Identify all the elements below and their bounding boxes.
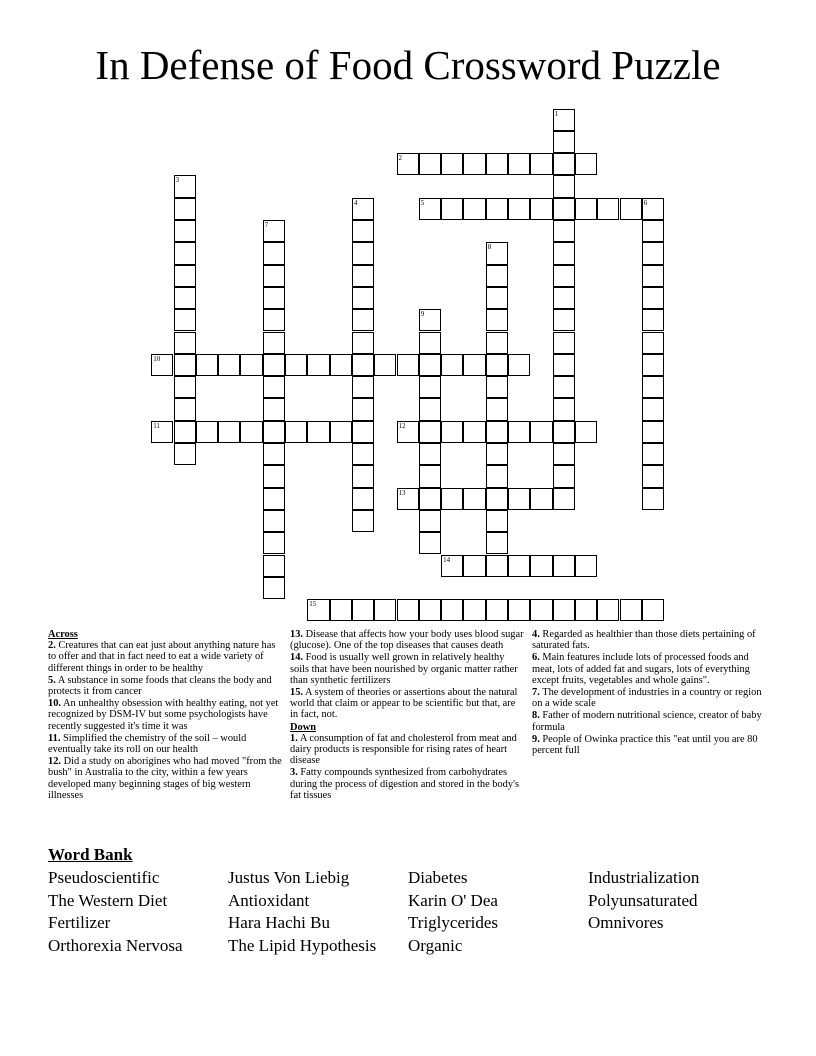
grid-cell[interactable] [553, 287, 575, 309]
grid-cell[interactable] [419, 198, 441, 220]
grid-cell[interactable] [397, 354, 419, 376]
grid-cell[interactable] [218, 421, 240, 443]
grid-cell[interactable] [196, 354, 218, 376]
grid-cell-number: 1 [554, 109, 559, 118]
grid-cell[interactable] [642, 488, 664, 510]
grid-cell[interactable] [642, 265, 664, 287]
grid-cell[interactable] [174, 332, 196, 354]
grid-cell[interactable] [553, 421, 575, 443]
grid-cell[interactable] [419, 309, 441, 331]
grid-cell[interactable] [419, 332, 441, 354]
grid-cell[interactable] [553, 309, 575, 331]
grid-cell[interactable] [263, 242, 285, 264]
grid-cell[interactable] [307, 421, 329, 443]
grid-cell[interactable] [352, 198, 374, 220]
grid-cell[interactable] [508, 555, 530, 577]
grid-cell-number: 4 [353, 198, 358, 207]
clue-across-10: 10. An unhealthy obsession with healthy eating, not yet recognized by DSM-IV but some psychologists have recently suggested it's time it was [48, 698, 279, 732]
clue-across-13: 13. Disease that affects how your body uses blood sugar (glucose). One of the top diseases that causes death [290, 629, 524, 652]
grid-cell[interactable] [263, 421, 285, 443]
grid-cell[interactable] [486, 465, 508, 487]
grid-cell[interactable] [553, 265, 575, 287]
word-bank-item: Organic [408, 935, 463, 955]
grid-cell[interactable] [463, 599, 485, 621]
grid-cell[interactable] [174, 398, 196, 420]
grid-cell[interactable] [486, 242, 508, 264]
word-bank-item: Hara Hachi Bu [228, 913, 330, 933]
grid-cell[interactable] [151, 354, 173, 376]
grid-cell[interactable] [352, 398, 374, 420]
grid-cell[interactable] [419, 488, 441, 510]
grid-cell[interactable] [419, 443, 441, 465]
grid-cell[interactable] [419, 376, 441, 398]
word-bank-item: Justus Von Liebig [228, 868, 350, 887]
word-bank-item: Antioxidant [228, 890, 310, 910]
grid-cell[interactable] [486, 287, 508, 309]
clue-down-9: 9. People of Owinka practice this "eat until you are 80 percent full [532, 733, 758, 757]
grid-cell[interactable] [419, 510, 441, 532]
grid-cell[interactable] [174, 309, 196, 331]
grid-cell-number: 6 [643, 198, 648, 207]
grid-cell[interactable] [240, 421, 262, 443]
grid-cell[interactable] [642, 242, 664, 264]
grid-cell-number: 15 [309, 600, 317, 609]
word-bank-item: Omnivores [588, 913, 664, 933]
grid-cell-number: 3 [175, 176, 179, 185]
word-bank-item: Orthorexia Nervosa [48, 935, 183, 955]
word-bank-item: Karin O' Dea [408, 890, 498, 910]
grid-cell[interactable] [374, 599, 396, 621]
grid-cell[interactable] [174, 354, 196, 376]
grid-cell[interactable] [352, 354, 374, 376]
word-bank-item: Polyunsaturated [588, 890, 698, 910]
grid-cell[interactable] [642, 332, 664, 354]
grid-cell[interactable] [419, 599, 441, 621]
grid-cell[interactable] [508, 153, 530, 175]
grid-cell[interactable] [463, 488, 485, 510]
page-title: In Defense of Food Crossword Puzzle [95, 42, 721, 88]
grid-cell[interactable] [486, 309, 508, 331]
grid-cell[interactable] [441, 153, 463, 175]
grid-cell[interactable] [263, 532, 285, 554]
grid-cell[interactable] [263, 265, 285, 287]
grid-cell[interactable] [174, 175, 196, 197]
down-heading: Down [290, 721, 316, 733]
grid-cell[interactable] [174, 242, 196, 264]
grid-cell[interactable] [463, 153, 485, 175]
grid-cell[interactable] [263, 332, 285, 354]
grid-cell-number: 12 [398, 421, 406, 430]
grid-cell[interactable] [553, 354, 575, 376]
grid-cell[interactable] [486, 332, 508, 354]
grid-cell-number: 13 [398, 488, 406, 497]
grid-cell[interactable] [553, 398, 575, 420]
clue-across-5: 5. A substance in some foods that cleans the body and protects it from cancer [48, 674, 272, 698]
grid-cell[interactable] [642, 599, 664, 621]
word-bank-item: Diabetes [408, 868, 468, 887]
grid-cell[interactable] [263, 577, 285, 599]
grid-cell[interactable] [642, 465, 664, 487]
grid-cell[interactable] [441, 488, 463, 510]
grid-cell[interactable] [486, 398, 508, 420]
grid-cell[interactable] [530, 421, 552, 443]
grid-cell-number: 11 [153, 421, 160, 430]
grid-cell[interactable] [263, 488, 285, 510]
grid-cell[interactable] [285, 421, 307, 443]
grid-cell[interactable] [263, 443, 285, 465]
word-bank-item: The Lipid Hypothesis [228, 935, 377, 955]
grid-cell[interactable] [508, 599, 530, 621]
grid-cell[interactable] [419, 421, 441, 443]
grid-cell[interactable] [486, 443, 508, 465]
grid-cell[interactable] [620, 599, 642, 621]
clue-across-14: 14. Food is usually well grown in relatively healthy soils that have been nourished by organic matter rather than synthetic fertilizers [290, 652, 518, 686]
grid-cell[interactable] [508, 198, 530, 220]
grid-cell[interactable] [553, 109, 575, 131]
grid-cell[interactable] [642, 287, 664, 309]
grid-cell[interactable] [553, 153, 575, 175]
grid-cell[interactable] [553, 332, 575, 354]
grid-cell[interactable] [597, 599, 619, 621]
grid-cell[interactable] [575, 153, 597, 175]
grid-cell[interactable] [419, 465, 441, 487]
grid-cell[interactable] [263, 287, 285, 309]
grid-cell[interactable] [397, 599, 419, 621]
grid-cell[interactable] [419, 398, 441, 420]
grid-cell-number: 10 [153, 354, 161, 363]
grid-cell[interactable] [263, 555, 285, 577]
clue-across-11: 11. Simplified the chemistry of the soil – would eventually take its roll on our health [48, 732, 247, 756]
grid-cell[interactable] [174, 198, 196, 220]
grid-cell-number: 2 [398, 154, 402, 163]
word-bank-list [48, 867, 778, 957]
grid-cell[interactable] [441, 198, 463, 220]
grid-cell[interactable] [575, 421, 597, 443]
grid-cell[interactable] [419, 354, 441, 376]
grid-cell[interactable] [508, 354, 530, 376]
grid-cell[interactable] [419, 532, 441, 554]
grid-cell[interactable] [174, 287, 196, 309]
grid-cell[interactable] [330, 354, 352, 376]
grid-cell[interactable] [486, 198, 508, 220]
clue-across-15: 15. A system of theories or assertions about the natural world that claim or appear to be scientific but that, are in fact, not. [290, 687, 518, 721]
grid-cell[interactable] [174, 443, 196, 465]
clue-down-6: 6. Main features include lots of processed foods and meat, lots of added fat and sugars, lots of everything except fruits, vegetables and whole gains". [532, 652, 750, 686]
grid-cell[interactable] [597, 198, 619, 220]
grid-cell[interactable] [553, 488, 575, 510]
grid-cell[interactable] [352, 465, 374, 487]
grid-cell[interactable] [530, 198, 552, 220]
grid-cell[interactable] [419, 153, 441, 175]
grid-cell[interactable] [441, 599, 463, 621]
grid-cell[interactable] [642, 398, 664, 420]
grid-cell[interactable] [352, 220, 374, 242]
grid-cell[interactable] [263, 510, 285, 532]
grid-cell[interactable] [553, 599, 575, 621]
grid-cell[interactable] [441, 354, 463, 376]
grid-cell[interactable] [218, 354, 240, 376]
grid-cell[interactable] [530, 488, 552, 510]
grid-cell[interactable] [486, 153, 508, 175]
grid-cell[interactable] [642, 421, 664, 443]
clues-column-1 [48, 629, 283, 802]
grid-cell[interactable] [263, 354, 285, 376]
grid-cell[interactable] [374, 354, 396, 376]
grid-cell[interactable] [553, 175, 575, 197]
grid-cell[interactable] [486, 510, 508, 532]
grid-cell[interactable] [620, 198, 642, 220]
grid-cell[interactable] [285, 354, 307, 376]
grid-cell[interactable] [486, 376, 508, 398]
grid-cell[interactable] [352, 443, 374, 465]
grid-cell[interactable] [463, 555, 485, 577]
grid-cell[interactable] [441, 555, 463, 577]
clue-down-3: 3. Fatty compounds synthesized from carbohydrates during the process of digestion and stored in the body's fat tissues [290, 767, 519, 801]
grid-cell[interactable] [263, 220, 285, 242]
grid-cell[interactable] [575, 599, 597, 621]
grid-cell[interactable] [642, 309, 664, 331]
clues-column-2 [290, 629, 525, 802]
grid-cell[interactable] [642, 443, 664, 465]
grid-cell[interactable] [263, 309, 285, 331]
grid-cell[interactable] [352, 309, 374, 331]
grid-cell[interactable] [575, 555, 597, 577]
grid-cell[interactable] [352, 332, 374, 354]
word-bank-item: The Western Diet [48, 890, 168, 910]
grid-cell[interactable] [352, 599, 374, 621]
grid-cell[interactable] [508, 488, 530, 510]
grid-cell[interactable] [575, 198, 597, 220]
grid-cell[interactable] [352, 510, 374, 532]
grid-cell[interactable] [553, 220, 575, 242]
clues-column-3 [532, 629, 764, 757]
grid-cell[interactable] [330, 599, 352, 621]
clue-across-2: 2. Creatures that can eat just about anything nature has to offer and that in fact need to eat a wide variety of different things in order to be healthy [48, 640, 276, 674]
grid-cell[interactable] [553, 131, 575, 153]
word-bank-item: Triglycerides [408, 913, 499, 933]
clue-across-12: 12. Did a study on aborigines who had moved "from the bush" in Australia to the city, within a few years developed many beginning stages of big western illnesses [48, 756, 282, 801]
grid-cell[interactable] [263, 398, 285, 420]
grid-cell[interactable] [263, 376, 285, 398]
grid-cell-number: 14 [443, 555, 451, 564]
grid-cell[interactable] [553, 376, 575, 398]
grid-cell[interactable] [553, 555, 575, 577]
grid-cell[interactable] [642, 198, 664, 220]
word-bank-item: Pseudoscientific [48, 868, 160, 887]
grid-cell[interactable] [397, 421, 419, 443]
grid-cell[interactable] [553, 242, 575, 264]
clue-down-7: 7. The development of industries in a country or region on a wide scale [532, 687, 762, 710]
grid-cell-number: 8 [487, 243, 492, 252]
grid-cell[interactable] [486, 265, 508, 287]
grid-cell[interactable] [508, 421, 530, 443]
grid-cell[interactable] [352, 242, 374, 264]
grid-cell[interactable] [486, 555, 508, 577]
grid-cell[interactable] [530, 153, 552, 175]
grid-cell-number: 9 [420, 310, 425, 319]
grid-cell[interactable] [486, 599, 508, 621]
grid-cell[interactable] [352, 287, 374, 309]
grid-cell[interactable] [642, 220, 664, 242]
grid-cell[interactable] [642, 376, 664, 398]
grid-cell[interactable] [151, 421, 173, 443]
grid-cell[interactable] [486, 421, 508, 443]
grid-cell[interactable] [463, 198, 485, 220]
grid-cell[interactable] [307, 599, 329, 621]
grid-cell[interactable] [530, 599, 552, 621]
grid-cell[interactable] [486, 354, 508, 376]
grid-cell[interactable] [397, 488, 419, 510]
grid-cell[interactable] [553, 465, 575, 487]
grid-cell[interactable] [463, 421, 485, 443]
clue-down-4: 4. Regarded as healthier than those diets pertaining of saturated fats. [532, 629, 756, 652]
word-bank-item: Industrialization [588, 868, 700, 887]
word-bank-title: Word Bank [48, 845, 133, 864]
grid-cell[interactable] [174, 220, 196, 242]
grid-cell[interactable] [530, 555, 552, 577]
grid-cell[interactable] [263, 465, 285, 487]
grid-cell[interactable] [441, 421, 463, 443]
grid-cell[interactable] [352, 265, 374, 287]
grid-cell[interactable] [174, 265, 196, 287]
clue-down-1: 1. A consumption of fat and cholesterol from meat and dairy products is responsible for rising rates of heart disease [290, 732, 517, 767]
grid-cell[interactable] [486, 488, 508, 510]
grid-cell[interactable] [486, 532, 508, 554]
grid-cell[interactable] [397, 153, 419, 175]
grid-cell[interactable] [352, 421, 374, 443]
grid-cell-number: 5 [420, 198, 425, 207]
grid-cell[interactable] [352, 376, 374, 398]
grid-cell[interactable] [174, 376, 196, 398]
grid-cell[interactable] [642, 354, 664, 376]
grid-cell[interactable] [463, 354, 485, 376]
grid-cell[interactable] [174, 421, 196, 443]
grid-cell[interactable] [330, 421, 352, 443]
word-bank-item: Fertilizer [48, 913, 111, 933]
grid-cell[interactable] [240, 354, 262, 376]
grid-cell[interactable] [553, 443, 575, 465]
clue-down-8: 8. Father of modern nutritional science, creator of baby formula [532, 710, 762, 733]
grid-cell[interactable] [196, 421, 218, 443]
across-heading: Across [48, 629, 78, 640]
grid-cell-number: 7 [264, 221, 269, 229]
grid-cell[interactable] [553, 198, 575, 220]
grid-cell[interactable] [352, 488, 374, 510]
word-bank [48, 845, 778, 957]
grid-cell[interactable] [307, 354, 329, 376]
